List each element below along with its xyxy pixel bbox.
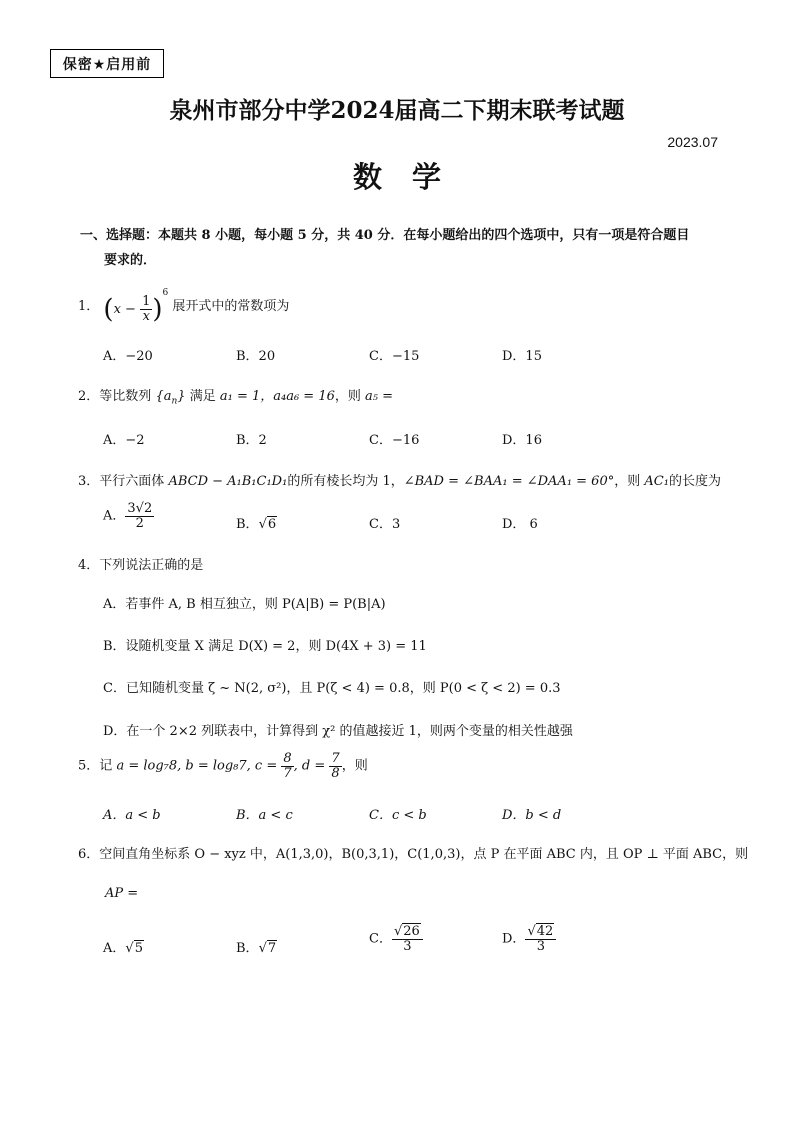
exam-title: 泉州市部分中学2024届高二下期末联考试题 [169, 97, 625, 124]
q1-option-b: B．20 [236, 349, 276, 364]
question-text: 展开式中的常数项为 [172, 298, 290, 314]
question-5 [78, 752, 368, 780]
q5-option-b: B．a < c [236, 808, 293, 823]
condition-expression: a₁ = 1，a₄a₆ = 16 [219, 389, 335, 404]
definitions-expression: a = log₇8, b = log₈7, c = [116, 758, 282, 774]
q3-option-d: D． 6 [502, 517, 538, 532]
section-heading-line1: 一、选择题：本题共 8 小题，每小题 5 分，共 40 分．在每小题给出的四个选项中，只有一项是符合题目 [80, 228, 690, 243]
segment-name: AC₁ [644, 474, 669, 489]
question-text: 满足 [189, 389, 216, 404]
q6-option-c: C． $\frac{√26}{3}$ [369, 925, 423, 953]
question-text: 记 [99, 758, 113, 774]
question-number: 2． [78, 389, 100, 404]
q5-option-a: A．a < b [103, 808, 161, 823]
exam-date: 2023.07 [667, 134, 718, 150]
question-text: 平行六面体 [99, 474, 165, 489]
confidential-stamp: 保密★启用前 [50, 49, 164, 78]
q3-option-c: C．3 [369, 517, 401, 532]
question-2 [78, 385, 393, 407]
q6-option-b: B．√7 [236, 941, 277, 956]
question-text: ，则 [341, 758, 368, 774]
q1-option-c: C．−15 [369, 349, 420, 364]
q4-option-a: A．若事件 A, B 相互独立，则 P(A|B) = P(B|A) [103, 597, 386, 612]
q1-option-a: A．−20 [103, 349, 153, 364]
question-number: 4． [78, 558, 100, 573]
question-text: 空间直角坐标系 O − xyz 中，A(1,3,0)，B(0,3,1)，C(1,0,3)，点 P 在平面 ABC 内，且 OP ⊥ 平面 ABC，则 [99, 847, 749, 862]
question-number: 1． [78, 298, 100, 314]
angle-condition: ∠BAD = ∠BAA₁ = ∠DAA₁ = 60° [403, 474, 615, 489]
q2-option-a: A．−2 [103, 433, 145, 448]
fraction-d: $\frac{7}{8}$ [331, 751, 340, 781]
definitions-expression: , d = [293, 758, 330, 774]
q4-option-d: D．在一个 2×2 列联表中，计算得到 χ² 的值越接近 1，则两个变量的相关性越强 [103, 724, 573, 739]
question-1 [78, 288, 289, 325]
target-expression: a₅ = [365, 389, 394, 404]
binomial-expression: (x − $\frac{1}{x}$ )$^6$ [103, 288, 169, 325]
q5-option-c: C．c < b [369, 808, 427, 823]
subject-heading: 数学 [352, 160, 471, 194]
question-text: 的所有棱长均为 1， [287, 474, 404, 489]
question-number: 3． [78, 474, 100, 489]
question-text: 的长度为 [668, 474, 721, 489]
q3-option-b: B．√6 [236, 517, 277, 532]
fraction-c: $\frac{8}{7}$ [283, 751, 292, 781]
question-number: 5． [78, 758, 100, 774]
q2-option-d: D．16 [502, 433, 542, 448]
question-4 [78, 554, 203, 573]
q6-option-a: A．√5 [103, 941, 143, 956]
q1-option-d: D．15 [502, 349, 542, 364]
question-text: ，则 [614, 474, 641, 489]
q6-option-d: D． $\frac{√42}{3}$ [502, 925, 556, 953]
q3-option-a: A． $\frac{3√2}{2}$ [103, 501, 153, 531]
sequence-notation: $\{a_n\}$ [155, 389, 186, 407]
question-text: 等比数列 [99, 389, 152, 404]
question-6 [78, 843, 748, 862]
question-text: 下列说法正确的是 [99, 558, 204, 573]
solid-name: ABCD − A₁B₁C₁D₁ [168, 474, 288, 489]
q5-option-d: D．b < d [502, 808, 562, 823]
question-number: 6． [78, 847, 100, 862]
q4-option-c: C．已知随机变量 ζ ~ N(2, σ²)，且 P(ζ < 4) = 0.8，则 P(0 < ζ < 2) = 0.3 [103, 681, 561, 696]
section-heading-line2: 要求的． [104, 253, 157, 268]
question-6-line2: AP = [105, 886, 139, 901]
question-text: ，则 [334, 389, 361, 404]
q2-option-c: C．−16 [369, 433, 420, 448]
question-3 [78, 470, 721, 489]
q2-option-b: B．2 [236, 433, 267, 448]
q4-option-b: B．设随机变量 X 满足 D(X) = 2，则 D(4X + 3) = 11 [103, 639, 427, 654]
